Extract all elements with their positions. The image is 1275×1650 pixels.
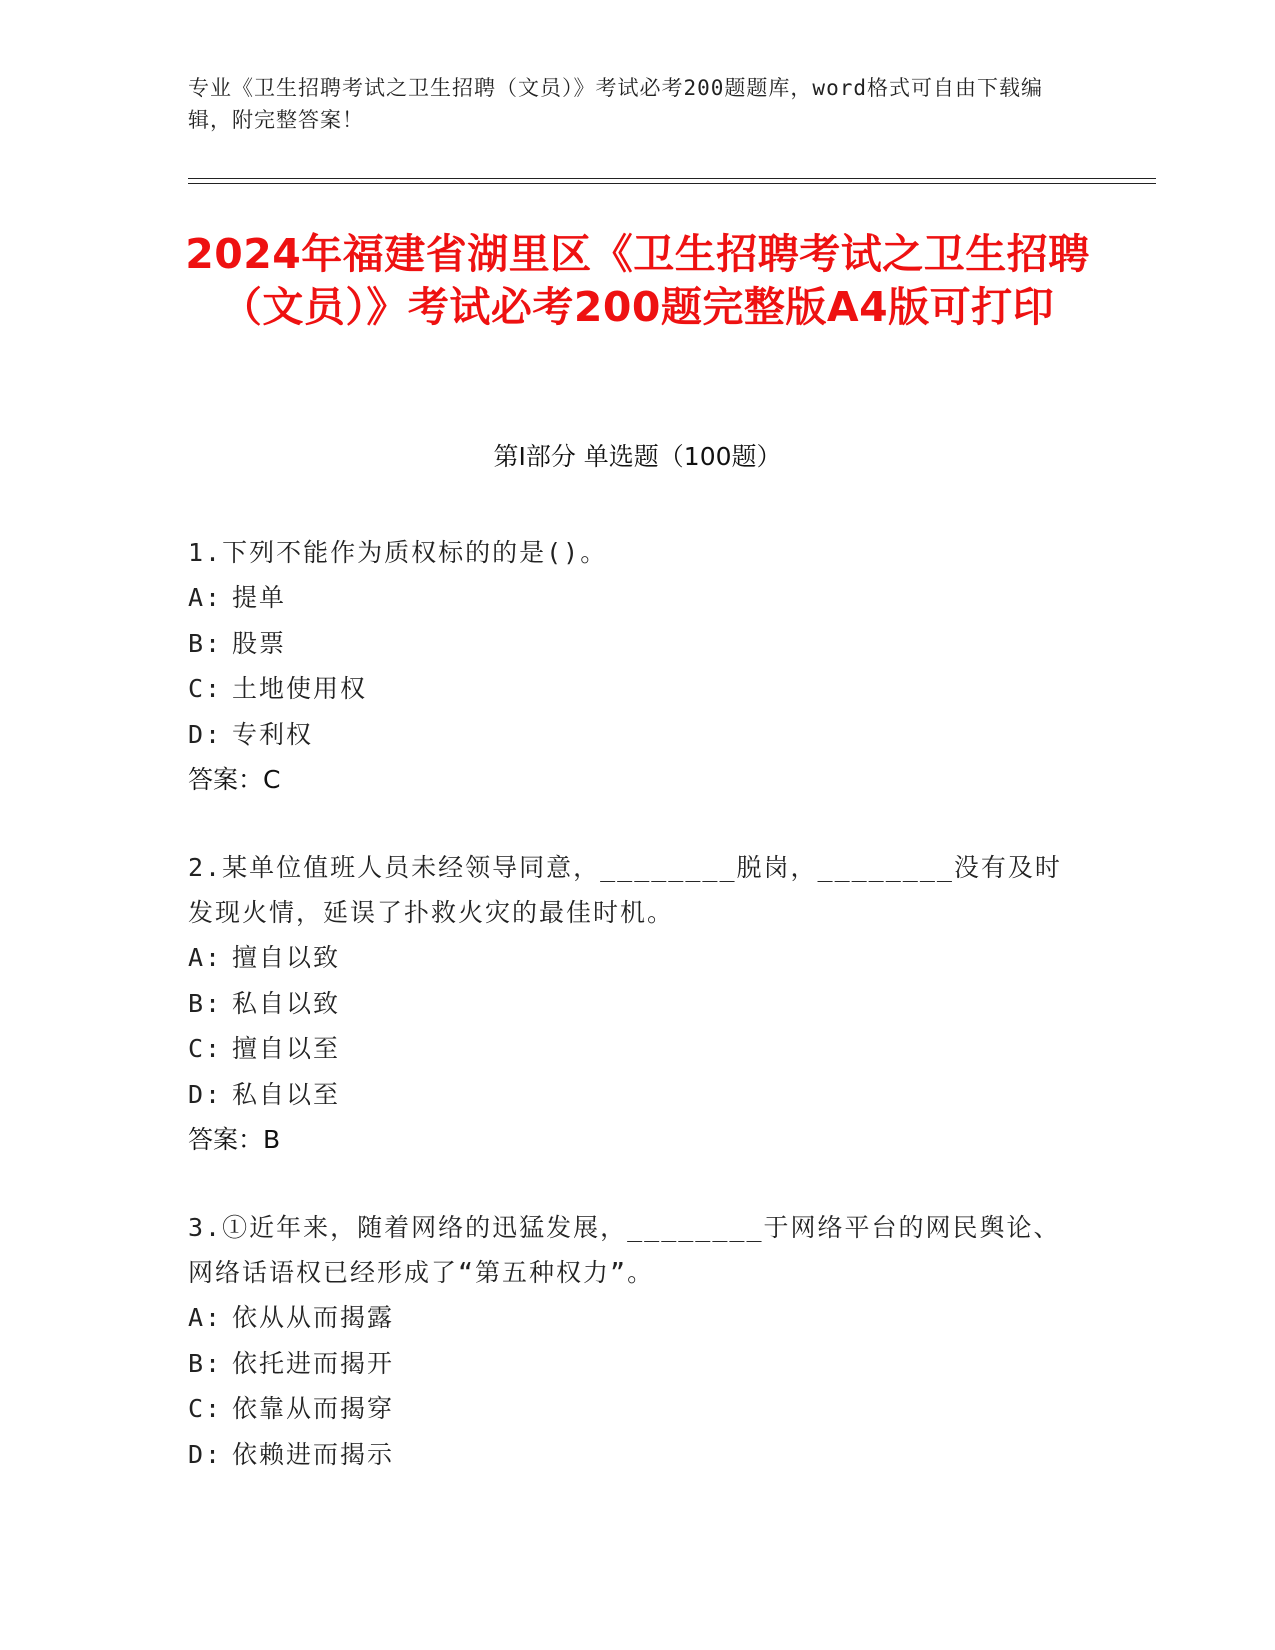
- question-stem: 3.①近年来，随着网络的迅猛发展，________于网络平台的网民舆论、网络话语权已经形成了“第五种权力”。: [188, 1213, 1061, 1287]
- option-d: [188, 1072, 1068, 1118]
- option-letter: B:: [188, 1348, 223, 1378]
- option-b: [188, 981, 1068, 1027]
- option-c: [188, 1026, 1068, 1072]
- option-c: [188, 666, 1068, 712]
- answer-line: 答案：C: [188, 765, 281, 794]
- option-text: 依靠从而揭穿: [232, 1394, 395, 1423]
- option-letter: D:: [188, 1079, 223, 1109]
- document-title: 2024年福建省湖里区《卫生招聘考试之卫生招聘（文员）》考试必考200题完整版A4版可打印: [185, 230, 1090, 331]
- question-2: [188, 845, 1068, 1162]
- option-letter: C:: [188, 1034, 223, 1063]
- option-d: [188, 1432, 1068, 1478]
- question-list: [188, 530, 1068, 1520]
- option-text: 擅自以至: [232, 1034, 341, 1063]
- header-divider-top: [188, 178, 1156, 179]
- option-b: [188, 1341, 1068, 1387]
- option-letter: D:: [188, 719, 223, 749]
- option-text: 依赖进而揭示: [232, 1439, 395, 1469]
- option-letter: B:: [188, 988, 223, 1018]
- option-letter: C:: [188, 1394, 223, 1423]
- option-text: 擅自以致: [232, 943, 341, 972]
- header-note: 专业《卫生招聘考试之卫生招聘（文员）》考试必考200题题库，word格式可自由下载编辑，附完整答案！: [188, 76, 1043, 132]
- option-letter: D:: [188, 1439, 223, 1469]
- option-a: [188, 935, 1068, 981]
- option-letter: C:: [188, 674, 223, 703]
- option-a: [188, 1295, 1068, 1341]
- section-title: 第Ⅰ部分 单选题（100题）: [493, 442, 782, 471]
- option-text: 私自以致: [232, 988, 341, 1018]
- answer-line: 答案：B: [188, 1125, 281, 1154]
- option-text: 专利权: [232, 719, 314, 749]
- option-text: 依从从而揭露: [232, 1303, 395, 1332]
- option-text: 股票: [232, 628, 287, 658]
- option-letter: B:: [188, 628, 223, 658]
- option-letter: A:: [188, 943, 223, 972]
- option-letter: A:: [188, 583, 223, 612]
- option-text: 提单: [232, 583, 287, 612]
- question-1: [188, 530, 1068, 802]
- option-a: [188, 575, 1068, 621]
- question-stem: 1.下列不能作为质权标的的是()。: [188, 538, 608, 567]
- option-text: 私自以至: [232, 1079, 341, 1109]
- option-b: [188, 621, 1068, 667]
- option-text: 土地使用权: [232, 674, 368, 703]
- option-letter: A:: [188, 1303, 223, 1332]
- option-d: [188, 712, 1068, 758]
- option-c: [188, 1386, 1068, 1432]
- option-text: 依托进而揭开: [232, 1348, 395, 1378]
- question-3: [188, 1205, 1068, 1477]
- header-divider-bottom: [188, 183, 1156, 184]
- question-stem: 2.某单位值班人员未经领导同意，________脱岗，________没有及时发现火情，延误了扑救火灾的最佳时机。: [188, 853, 1062, 927]
